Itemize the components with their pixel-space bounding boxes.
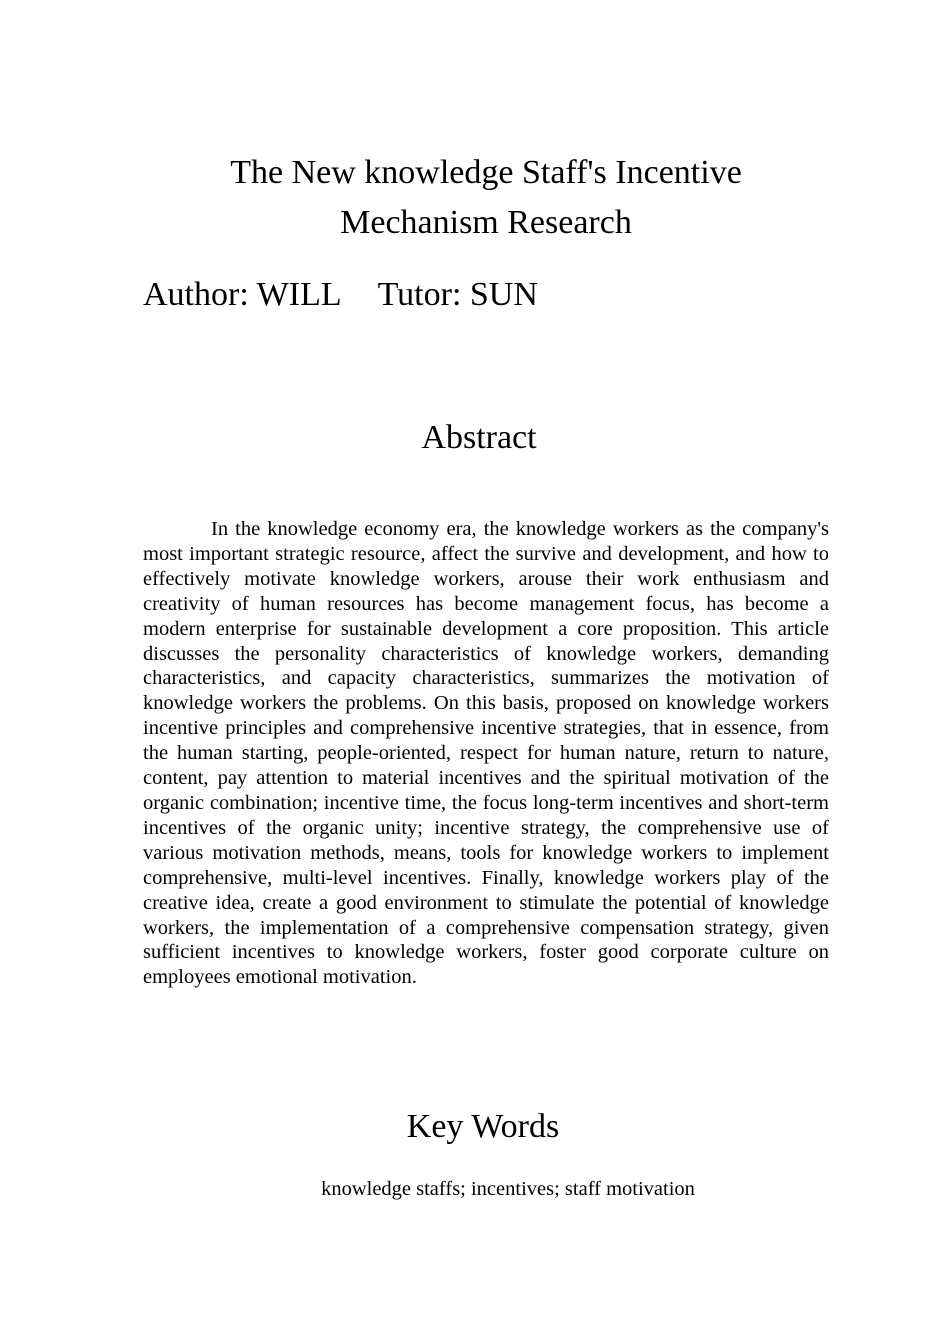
abstract-heading: Abstract (421, 419, 537, 456)
tutor-name: Tutor: SUN (377, 276, 538, 313)
paper-title-line-2: Mechanism Research (340, 204, 632, 241)
paper-title-line-1: The New knowledge Staff's Incentive (230, 154, 742, 191)
author-line (143, 270, 538, 320)
abstract-paragraph: In the knowledge economy era, the knowledge workers as the company's most important strategic resource, affect the survive and development, and how to effectively motivate knowledge workers, arouse their work enthusiasm and creativity of human resources has become management focus, has become a modern enterprise for sustainable development a core proposition. This article discusses the personality characteristics of knowledge workers, demanding characteristics, and capacity characteristics, summarizes the motivation of knowledge workers the problems. On this basis, proposed on knowledge workers incentive principles and comprehensive incentive strategies, that in essence, from the human starting, people-oriented, respect for human nature, return to nature, content, pay attention to material incentives and the spiritual motivation of the organic combination; incentive time, the focus long-term incentives and short-term incentives of the organic unity; incentive strategy, the comprehensive use of various motivation methods, means, tools for knowledge workers to implement comprehensive, multi-level incentives. Finally, knowledge workers play of the creative idea, create a good environment to stimulate the potential of knowledge workers, the implementation of a comprehensive compensation strategy, given sufficient incentives to knowledge workers, foster good corporate culture on employees emotional motivation. (143, 518, 829, 989)
author-name: Author: WILL (143, 276, 342, 313)
keywords-heading: Key Words (406, 1108, 560, 1145)
keywords-text: knowledge staffs; incentives; staff motivation (321, 1178, 695, 1200)
